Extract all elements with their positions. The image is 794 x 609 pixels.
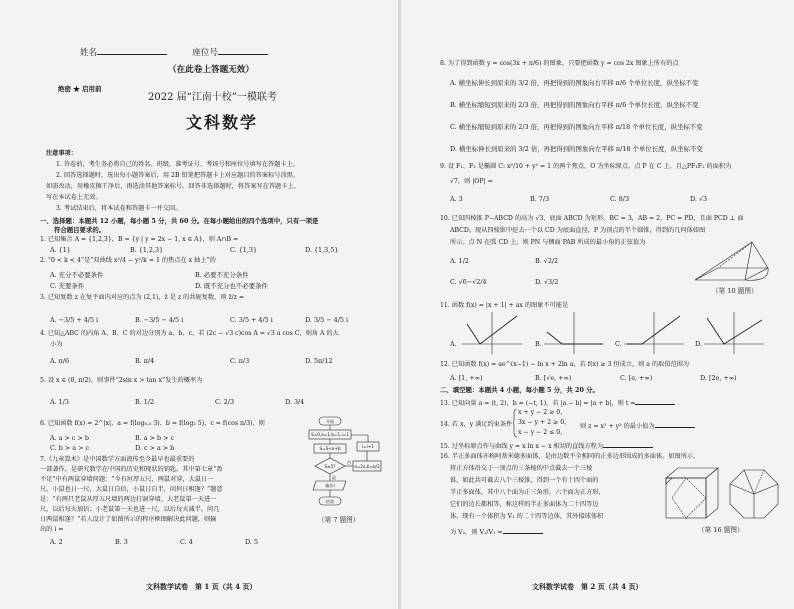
- q13-text: 13. 已知向量 a = (t, 2)，b = (−t, 1)，若 |a − b| = |a + b|，则 t =: [440, 400, 636, 407]
- q12-option-a: A. [1, +∞): [450, 374, 483, 382]
- q7-line: 尺，小鼠也日一尺，大鼠日自倍，小鼠日自半，问何日相逢？”题意: [40, 486, 223, 493]
- q10-line: ABCD。现从四棱锥中挖去一个以 CD 为底面直径，P 为顶点的半个圆锥，得到的几何体如图: [450, 227, 706, 234]
- flow-no: 否: [346, 460, 352, 465]
- q7-line: 7.《九章算术》是中国数学方面流传至今最早也最重要的: [40, 456, 195, 463]
- q5-option-d: D. 3/4: [285, 398, 305, 406]
- q13-stem: [440, 398, 675, 408]
- q9-option-a: A. 3: [450, 195, 463, 203]
- q5-stem: 5. 设 x ∈ (0, π/2)，则事件“2sin x > tan x”发生的概率为: [40, 377, 203, 384]
- q3-option-d: D. 3/5 − 4/5 i: [305, 316, 349, 324]
- q10-option-d: D. √3/2: [535, 278, 559, 286]
- q9-stem-cont: √7，则 |OP| =: [450, 178, 493, 185]
- q16-line: 半正多面体，其中八个面为正三角形，六个面为正方形，: [450, 489, 605, 496]
- q16-line: [450, 527, 543, 537]
- q10-line: 所示。点 N 在弧 CD 上，则 PN 与侧面 PAB 所成的最小角的正弦值为: [450, 239, 646, 246]
- q3-option-a: A. −3/5 + 4/5 i: [50, 316, 99, 324]
- q6-option-c: C. b > a > c: [50, 444, 90, 452]
- note-line: 3. 考试结束后，将本试卷和答题卡一并交回。: [56, 205, 182, 212]
- q9-option-d: D. √3: [690, 195, 708, 203]
- q7-flowchart: [305, 415, 385, 555]
- q2-option-c: C. 充要条件: [50, 282, 85, 290]
- section1-head-cont: 符合题目要求的。: [54, 226, 106, 234]
- q2-option-d: D. 既不充分也不必要条件: [195, 282, 268, 290]
- q12-option-d: D. [2e, +∞): [700, 374, 737, 382]
- q14-tail: [580, 421, 695, 431]
- footer-page-2: 文科数学试卷 第 2 页（共 4 页）: [532, 582, 643, 591]
- flow-init: S=0,a=1,b=1,i=1: [311, 432, 349, 437]
- q5-option-b: B. 1/2: [135, 398, 155, 406]
- q11-graphs: [462, 310, 782, 360]
- flow-yes: 是: [331, 475, 337, 480]
- q9-option-c: C. 8/3: [610, 195, 630, 203]
- q3-option-b: B. −3/5 − 4/5 i: [135, 316, 184, 324]
- q10-option-c: C. √6−√2/4: [450, 278, 487, 286]
- note-line: 写在本试卷上无效。: [46, 194, 102, 201]
- q5-option-a: A. 1/3: [50, 398, 69, 406]
- subject-title: 文科数学: [186, 113, 259, 132]
- q7-option-a: A. 2: [50, 538, 63, 546]
- q1-option-d: D. {1,3,5}: [305, 246, 339, 254]
- q6-option-a: A. a > c > b: [50, 434, 89, 442]
- q9-option-b: B. 7/3: [530, 195, 550, 203]
- q16-line: 体。现有一个体积为 V₁ 的二十四等边体，其外接球体积: [450, 513, 604, 520]
- q7-option-b: B. 3: [115, 538, 128, 546]
- section1-head: 一、选择题：本题共 12 小题，每小题 5 分，共 60 分。在每小题给出的四个选项中，只有一项是: [40, 217, 319, 225]
- q6-option-b: B. a > b > c: [135, 434, 175, 442]
- q12-stem: 12. 已知函数 f(x) = ae^(x−1) − ln x + 2ln a，若 f(x) ≥ 3 恒成立，则 a 的取值范围为: [440, 361, 690, 368]
- q12-option-c: C. [e, +∞): [620, 374, 653, 382]
- warning-note: （在此卷上答题无效）: [168, 65, 254, 75]
- q7-option-c: C. 4: [180, 538, 193, 546]
- q16-line: 将正方体沿交于一顶点的三条棱的中点截去一个三棱: [450, 465, 593, 472]
- q15-stem: [440, 441, 653, 451]
- flow-end: 结束: [325, 499, 335, 504]
- q8-stem: 8. 为了得到函数 y = cos(3x + π/6) 的图象，只要把函数 y = cos 2x 图象上所有的点: [440, 60, 679, 67]
- q2-option-b: B. 必要不充分条件: [195, 271, 249, 279]
- q4-option-b: B. π/4: [135, 357, 155, 365]
- q5-option-c: C. 2/3: [215, 398, 235, 406]
- q6-stem: 6. 已知函数 f(x) = 2^|x|，a = f(log₀.₅ 3)，b = f(log₂ 5)，c = f(cos π/3)，则: [40, 420, 265, 427]
- q7-line: 出的 i =: [40, 526, 64, 533]
- q11-option-a: A.: [450, 340, 457, 348]
- q1-option-c: C. {1,3}: [230, 246, 258, 254]
- q4-stem-cont: 小为: [50, 341, 63, 348]
- q1-option-b: B. {1,2,3}: [130, 246, 164, 254]
- q14-tail-text: 则 z = x² + y² 的最小值为: [580, 423, 655, 430]
- q11-option-c: C.: [615, 340, 622, 348]
- secret-mark: 绝密 ★ 启用前: [58, 85, 102, 93]
- page-2: [400, 0, 794, 609]
- note-line: 1. 答卷前，考生务必将自己的姓名、班级、准考证号、考场号和座位号填写在答题卡上。: [56, 161, 299, 168]
- q1-stem: 1. 已知集合 A = {1,2,3}，B = {y | y = 2x − 1, x ∈ A}，则 A∩B =: [40, 236, 239, 243]
- q10-option-b: B. √2/2: [535, 257, 559, 265]
- q6-option-d: D. c > a > b: [135, 444, 175, 452]
- q10-figure-caption: （第 10 题图）: [712, 287, 758, 295]
- q7-line: 尺，以后每天加倍；小老鼠第一天也进一尺，以后每天减半。问几: [40, 506, 220, 513]
- q16-figure-caption: （第 16 题图）: [698, 526, 744, 534]
- flow-increment: i=i+1: [361, 444, 375, 449]
- q11-option-d: D.: [695, 340, 702, 348]
- q14-constraint: x + y − 2 ≥ 0，: [518, 409, 567, 416]
- q7-figure-caption: （第 7 题图）: [318, 516, 360, 524]
- note-line: 2. 回答选择题时，选出每小题答案后，用 2B 铅笔把答题卡上对应题目的答案标号涂黑。: [56, 172, 300, 179]
- q4-option-a: A. π/6: [50, 357, 70, 365]
- q7-option-d: D. 5: [245, 538, 259, 546]
- q1-option-a: A. {1}: [50, 246, 71, 254]
- q11-option-b: B.: [535, 340, 542, 348]
- name-field: [80, 48, 268, 57]
- footer-page-1: 文科数学试卷 第 1 页（共 4 页）: [146, 582, 257, 591]
- q2-option-a: A. 充分不必要条件: [50, 271, 104, 279]
- flow-update: a=2a,b=b/2: [354, 464, 380, 469]
- q8-option-b: B. 横坐标缩短到原来的 2/3 倍，再把得到的图象向右平移 π/6 个单位长度，纵坐标不变: [450, 101, 699, 109]
- q10-figure: [690, 238, 780, 288]
- notes-title: 注意事项：: [46, 150, 77, 157]
- q4-option-d: D. 5π/12: [305, 357, 333, 365]
- q14-brace: [513, 409, 518, 437]
- flow-start: 开始: [325, 419, 335, 424]
- q16-last-text: 为 V₂，则 V₂/V₁ =: [450, 529, 503, 536]
- q14-constraint: 3x − y + 2 ≥ 0，: [518, 419, 571, 426]
- q7-line: 是：“有两只老鼠从厚五尺墙的两边打洞穿墙，大老鼠第一天进一: [40, 496, 217, 503]
- seat-label: 座位号: [192, 48, 218, 58]
- q16-line: 锥，如此共可截去八个三棱锥，得到一个有十四个面的: [450, 477, 599, 484]
- name-label: 姓名: [80, 48, 98, 58]
- q7-line: 日两鼠相逢？”若人设计了如图所示的程序框图解决此问题，则输: [40, 516, 217, 523]
- q8-option-d: D. 横坐标伸长到原来的 3/2 倍，再把得到的图象向左平移 π/18 个单位长度，纵坐标不变: [450, 145, 703, 153]
- q14-stem: 14. 若 x，y 满足约束条件: [440, 421, 513, 428]
- flow-sum: S=S+a+b: [319, 446, 341, 451]
- q4-stem: 4. 已知△ABC 的内角 A、B、C 的对边分别为 a、b、c，若 (2c − √3 c)cos A = √3 a cos C，则角 A 的大: [40, 330, 339, 337]
- q16-figure: [662, 464, 784, 524]
- q14-constraint: x − y − 2 ≤ 0，: [518, 429, 567, 436]
- q10-option-a: A. 1/2: [450, 257, 469, 265]
- q15-text: 15. 过坐标原点作与曲线 y = x ln x − x 相切的直线方程为: [440, 443, 604, 450]
- q16-line: 它们的边长都相等，称这样的半正多面体为二十四等边: [450, 501, 599, 508]
- q7-line: 不足”中有两鼠穿墙问题：“今有垣厚五尺，两鼠对穿，大鼠日一: [40, 476, 214, 483]
- note-line: 如需改动，用橡皮擦干净后，再选涂其他答案标号。回答非选择题时，将答案写在答题卡上，: [46, 183, 300, 190]
- q9-stem: 9. 设 F₁、F₂ 是椭圆 C: x²/10 + y² = 1 的两个焦点，O 为坐标原点，点 P 在 C 上，且△PF₁F₂ 的面积为: [440, 163, 732, 170]
- flow-output: 输出i: [325, 483, 335, 488]
- q3-stem: 3. 已知复数 z 在复平面内对应的点为 (2,1)，z̄ 是 z 的共轭复数，则 z̄/z =: [40, 294, 245, 301]
- q4-option-c: C. π/3: [230, 357, 250, 365]
- q8-option-a: A. 横坐标伸长到原来的 3/2 倍，再把得到的图象向右平移 π/6 个单位长度，纵坐标不变: [450, 79, 699, 87]
- q10-line: 10. 已知四棱锥 P−ABCD 的高为 √3，底面 ABCD 为矩形，BC = 3，AB = 2，PC = PD，且面 PCD ⊥ 面: [440, 215, 744, 222]
- q16-line: 16. 半正多面体亦称阿基米德多面体，是由边数不全相同的正多边形围成的多面体。如图所示，: [440, 453, 700, 460]
- q3-option-c: C. 3/5 + 4/5 i: [230, 316, 273, 324]
- q8-option-c: C. 横坐标缩短到原来的 2/3 倍，再把得到的图象向左平移 π/18 个单位长度，纵坐标不变: [450, 123, 703, 131]
- q2-stem: 2. “0 < k < 4”是“双曲线 x²/4 − y²/k = 1 的焦点在 x 轴上”的: [40, 257, 216, 264]
- flow-condition: S≥5?: [324, 464, 336, 469]
- section2-head: 二、填空题：本题共 4 小题，每小题 5 分，共 20 分。: [440, 386, 599, 394]
- q12-option-b: B. [√e, +∞): [535, 374, 572, 382]
- q7-line: 一部著作，是研究数学在中国的历史和现状的钥匙。其中第七章“盈: [40, 466, 223, 473]
- exam-name: 2022 届“江南十校”一模联考: [148, 92, 277, 103]
- q11-stem: 11. 函数 f(x) = |x + 1| + ax 的图象不可能是: [440, 302, 569, 309]
